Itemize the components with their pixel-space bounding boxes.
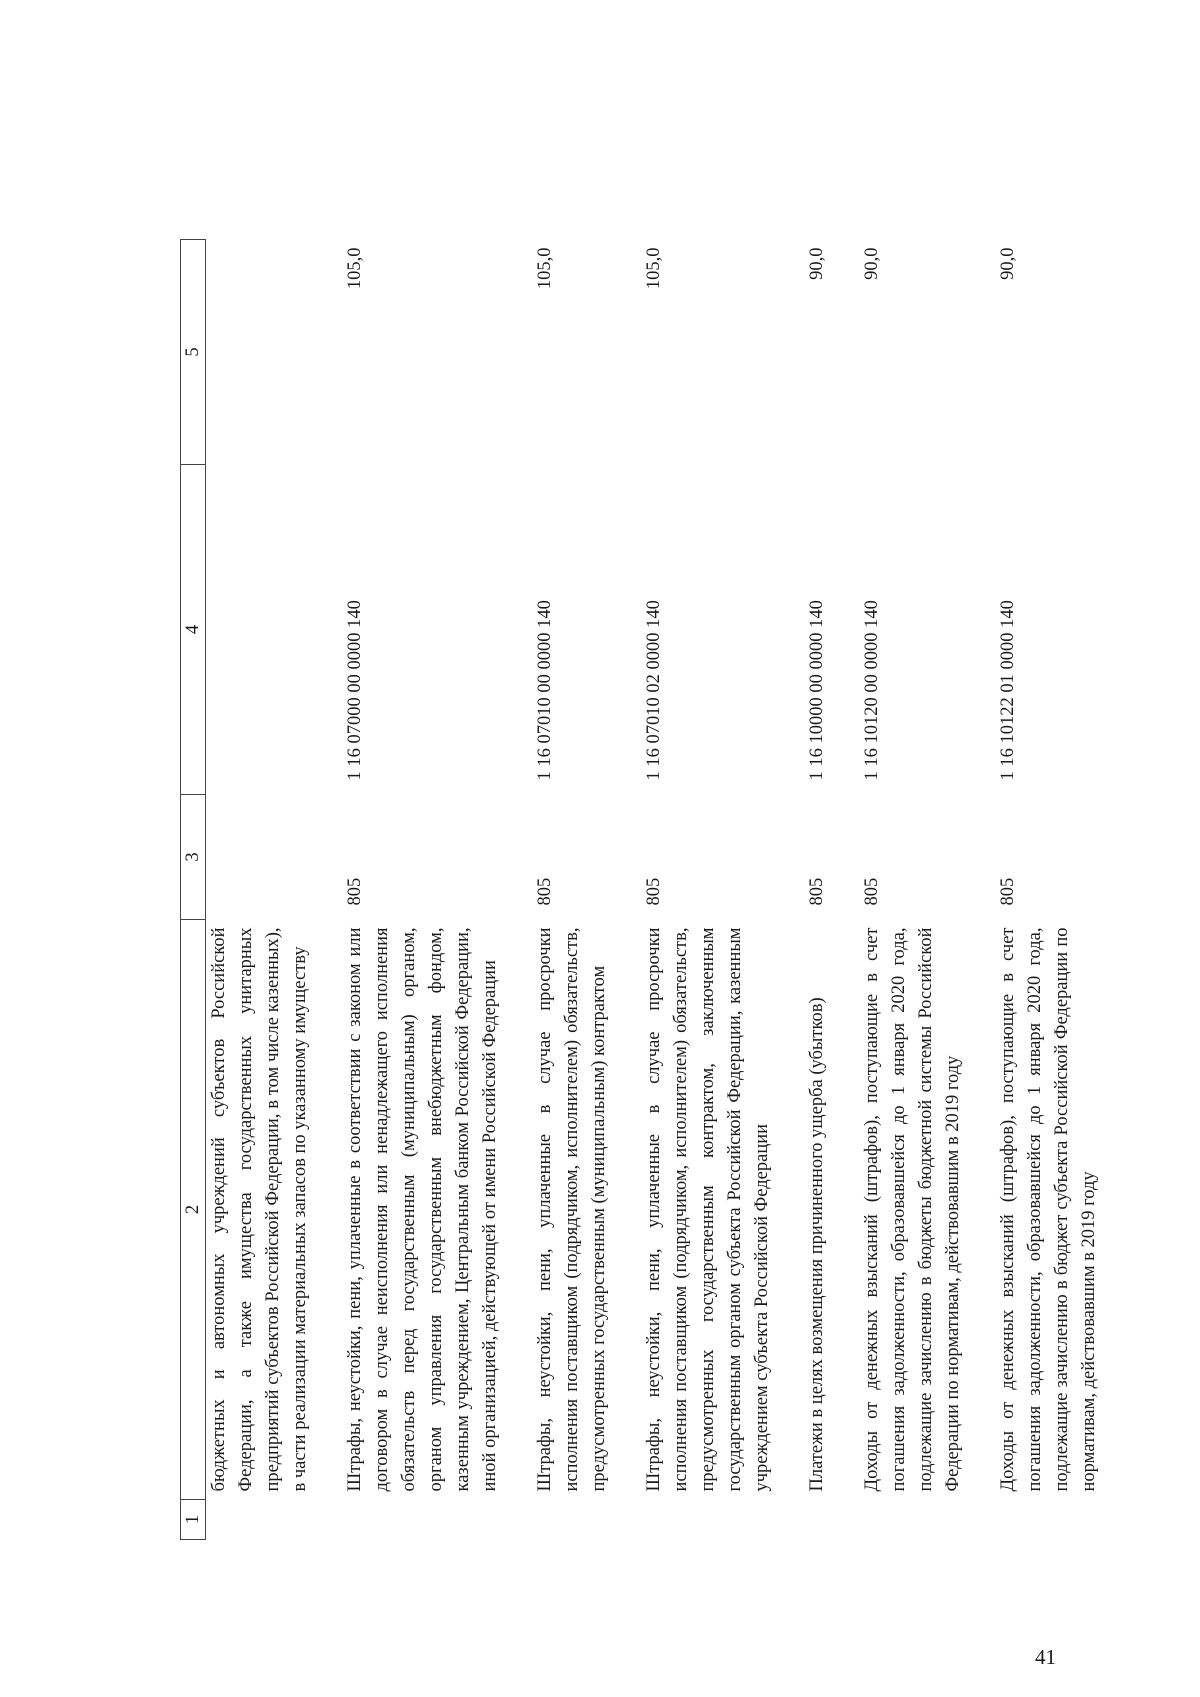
row-amount — [206, 240, 337, 465]
row-budget-code: 1 16 10120 00 0000 140 — [862, 600, 882, 781]
row-admin-code: 805 — [862, 877, 882, 906]
row-description: Доходы от денежных взысканий (штрафов), поступающие в счет погашения задолженности, образовавшейся до 1 января 2020 года, подлежащие зачислению в бюджет субъекта Российской Федерации по нормативам, действовавшим в 2019 году — [998, 927, 1099, 1492]
row-budget-code: 1 16 07010 02 0000 140 — [644, 600, 664, 781]
row-amount: 90,0 — [807, 247, 827, 280]
table-row — [989, 240, 1125, 1540]
header-col-5: 5 — [181, 240, 206, 465]
row-admin-code: 805 — [644, 877, 664, 906]
table-row — [853, 240, 989, 1540]
header-col-3: 3 — [181, 795, 206, 920]
header-col-1: 1 — [181, 1500, 206, 1540]
budget-table — [180, 239, 1125, 1540]
row-number-cell — [206, 1500, 337, 1540]
row-admin-code: 805 — [345, 877, 365, 906]
row-amount: 90,0 — [998, 247, 1018, 280]
row-budget-code: 1 16 10122 01 0000 140 — [998, 600, 1018, 781]
row-admin-code: 805 — [807, 877, 827, 906]
row-description: Платежи в целях возмещения причиненного ущерба (убытков) — [807, 997, 827, 1492]
table-row — [526, 240, 635, 1540]
row-amount: 90,0 — [862, 247, 882, 280]
row-amount: 105,0 — [644, 247, 664, 290]
row-budget-code: 1 16 07010 00 0000 140 — [535, 600, 555, 781]
header-col-2: 2 — [181, 920, 206, 1500]
rotated-page — [180, 72, 1099, 1590]
row-number-cell — [336, 1500, 526, 1540]
row-number-cell — [853, 1500, 989, 1540]
row-number-cell — [635, 1500, 798, 1540]
row-description: Штрафы, неустойки, пени, уплаченные в случае просрочки исполнения поставщиком (подрядчиком, исполнителем) обязательств, предусмотренных государственным контрактом, заключенным государственным органом субъекта Российской Федерации, казенным учреждением субъекта Российской Федерации — [644, 927, 772, 1492]
row-description: Доходы от денежных взысканий (штрафов), поступающие в счет погашения задолженности, образовавшейся до 1 января 2020 года, подлежащие зачислению в бюджеты бюджетной системы Российской Федерации по нормативам, действовавшим в 2019 году — [862, 927, 963, 1492]
table-row — [206, 240, 337, 1540]
table-body — [206, 240, 1126, 1540]
row-admin-code: 805 — [998, 877, 1018, 906]
table-row — [798, 240, 853, 1540]
row-description: Штрафы, неустойки, пени, уплаченные в соответствии с законом или договором в случае неисполнения или ненадлежащего исполнения обязательств перед государственным (муниципальным) органом, органом управления государственным внебюджетным фондом, казенным учреждением, Центральным банком Российской Федерации, иной организацией, действующей от имени Российской Федерации — [345, 927, 500, 1492]
row-description: бюджетных и автономных учреждений субъектов Российской Федерации, а также имущества государственных унитарных предприятий субъектов Российской Федерации, в том числе казенных), в части реализации материальных запасов по указанному имуществу — [209, 927, 310, 1492]
row-number-cell — [798, 1500, 853, 1540]
row-amount: 105,0 — [345, 247, 365, 290]
row-admin-code: 805 — [535, 877, 555, 906]
row-number-cell — [526, 1500, 635, 1540]
sheet-number: 41 — [1035, 1645, 1056, 1669]
row-budget-code: 1 16 07000 00 0000 140 — [345, 600, 365, 781]
row-budget-code: 1 16 10000 00 0000 140 — [807, 600, 827, 781]
row-description: Штрафы, неустойки, пени, уплаченные в случае просрочки исполнения поставщиком (подрядчиком, исполнителем) обязательств, предусмотренных государственным (муниципальным) контрактом — [535, 927, 609, 1492]
row-amount: 105,0 — [535, 247, 555, 290]
row-budget-code — [206, 465, 337, 795]
row-admin-code — [206, 795, 337, 920]
table-header — [181, 240, 206, 1540]
row-number-cell — [989, 1500, 1125, 1540]
header-col-4: 4 — [181, 465, 206, 795]
table-row — [635, 240, 798, 1540]
table-row — [336, 240, 526, 1540]
